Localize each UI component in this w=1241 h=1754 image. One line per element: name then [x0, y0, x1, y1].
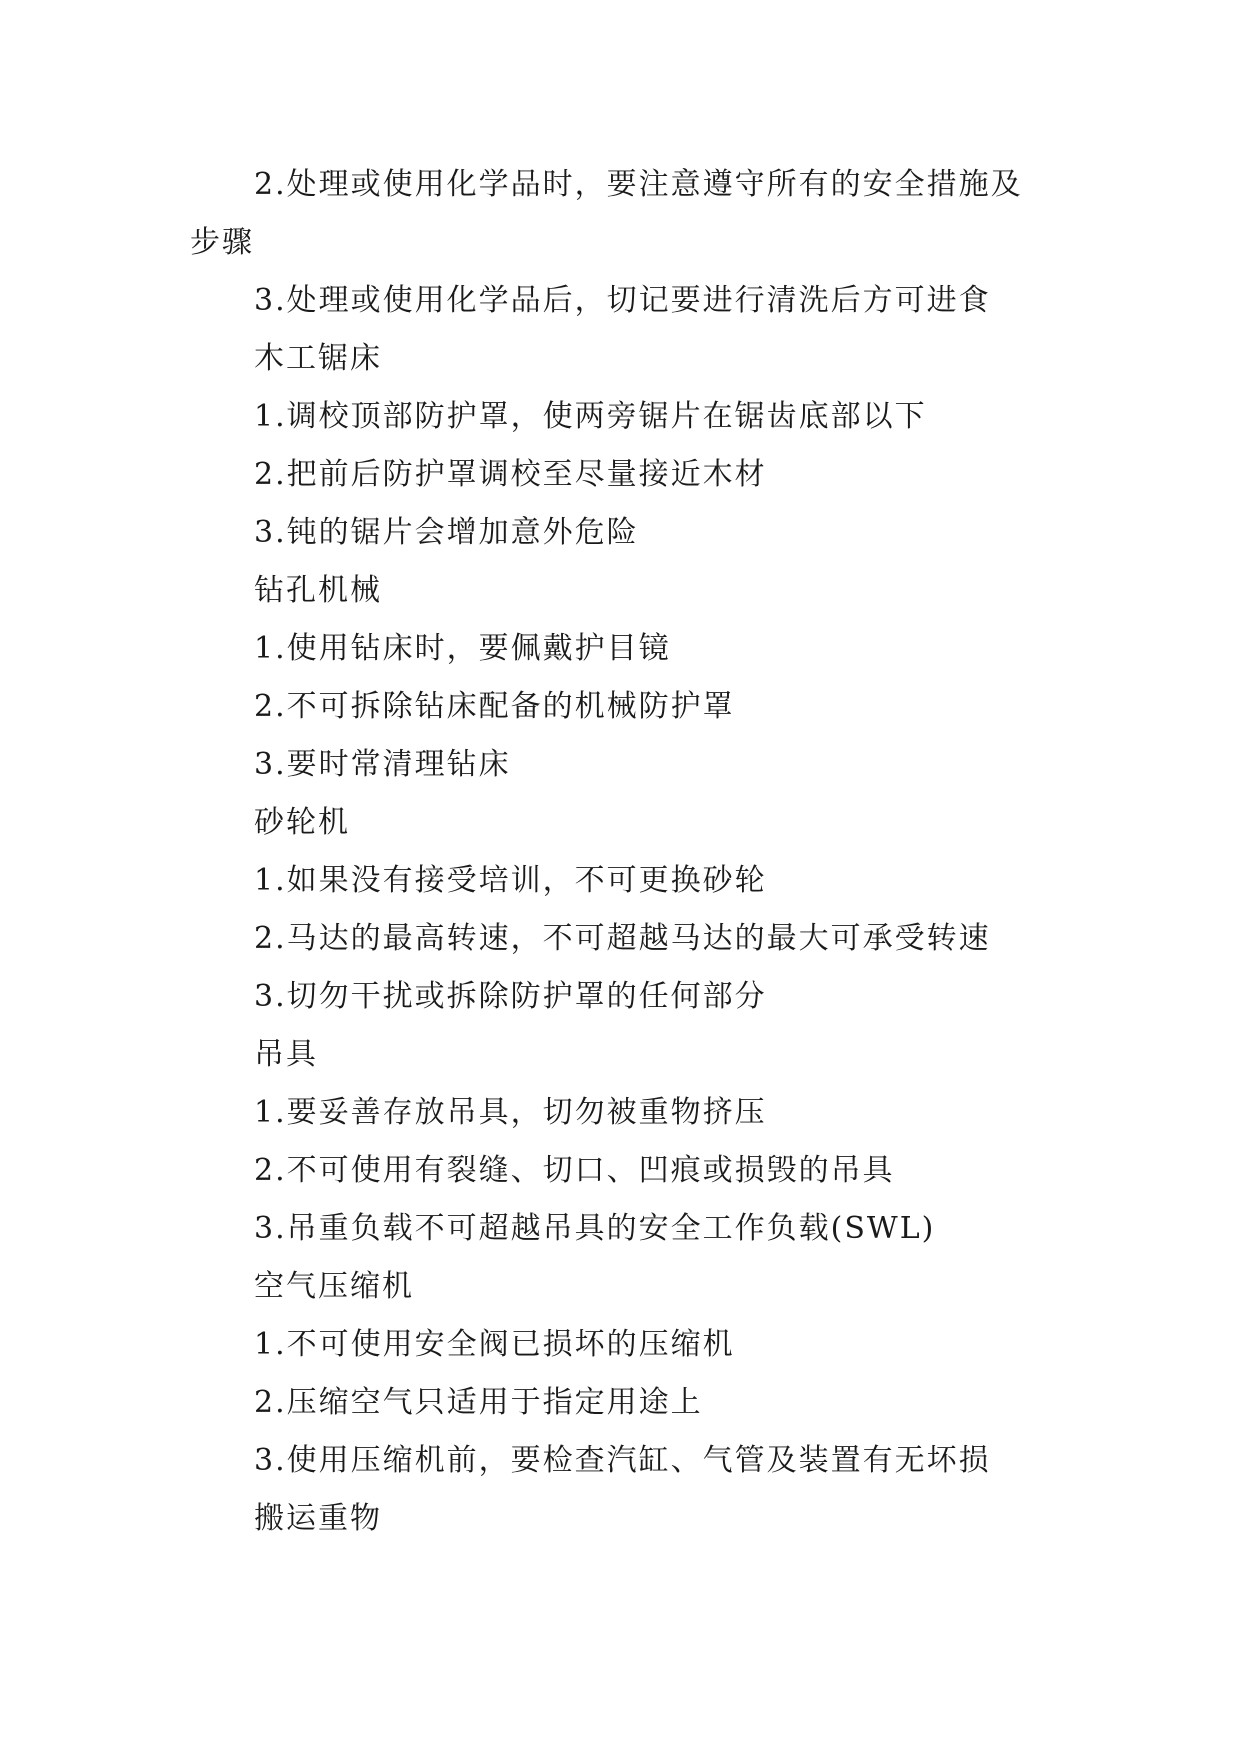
list-item: 3.要时常清理钻床 [254, 747, 511, 782]
list-item: 2.马达的最高转速，不可超越马达的最大可承受转速 [254, 921, 991, 956]
list-item: 1.使用钻床时，要佩戴护目镜 [254, 631, 671, 666]
section-heading: 木工锯床 [254, 341, 382, 376]
list-item: 2.处理或使用化学品时，要注意遵守所有的安全措施及 [254, 167, 1023, 202]
section-heading: 砂轮机 [254, 805, 350, 840]
list-item: 3.钝的锯片会增加意外危险 [254, 515, 639, 550]
section-heading: 搬运重物 [254, 1501, 382, 1536]
list-item: 1.调校顶部防护罩，使两旁锯片在锯齿底部以下 [254, 399, 927, 434]
section-heading: 空气压缩机 [254, 1269, 414, 1304]
list-item: 2.不可使用有裂缝、切口、凹痕或损毁的吊具 [254, 1153, 895, 1188]
list-item: 1.不可使用安全阀已损坏的压缩机 [254, 1327, 735, 1362]
list-item: 3.吊重负载不可超越吊具的安全工作负载(SWL) [254, 1211, 936, 1246]
section-heading: 吊具 [254, 1037, 318, 1072]
list-item: 1.要妥善存放吊具，切勿被重物挤压 [254, 1095, 767, 1130]
list-item: 2.把前后防护罩调校至尽量接近木材 [254, 457, 767, 492]
list-item-continuation: 步骤 [190, 225, 254, 260]
list-item: 2.压缩空气只适用于指定用途上 [254, 1385, 703, 1420]
document-body [190, 156, 1070, 1548]
list-item: 2.不可拆除钻床配备的机械防护罩 [254, 689, 735, 724]
list-item: 3.切勿干扰或拆除防护罩的任何部分 [254, 979, 767, 1014]
section-heading: 钻孔机械 [254, 573, 382, 608]
list-item: 3.处理或使用化学品后，切记要进行清洗后方可进食 [254, 283, 991, 318]
list-item: 1.如果没有接受培训，不可更换砂轮 [254, 863, 767, 898]
list-item: 3.使用压缩机前，要检查汽缸、气管及装置有无坏损 [254, 1443, 991, 1478]
